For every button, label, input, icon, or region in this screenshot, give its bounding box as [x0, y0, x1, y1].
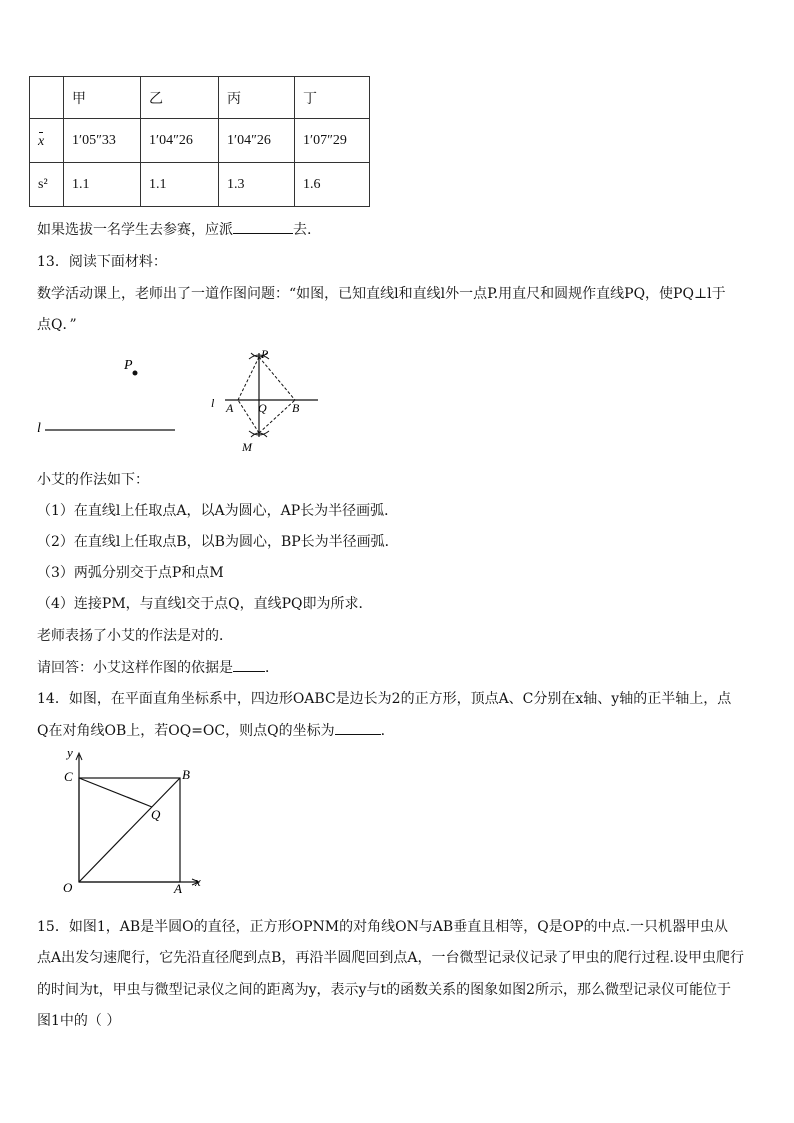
label-c: C — [64, 769, 73, 784]
label-p: P — [261, 347, 269, 361]
q14-text: Q在对角线OB上，若OQ=OC，则点Q的坐标为 — [37, 723, 335, 739]
q15-line: 的时间为t，甲虫与微型记录仪之间的距离为y，表示y与t的函数关系的图象如图2所示，那么微型记录仪可能位于 — [37, 982, 731, 998]
diagonal-ob — [79, 778, 180, 882]
stats-table — [29, 76, 370, 207]
label-y: y — [67, 745, 73, 760]
q14-text-end: . — [380, 723, 386, 739]
q13-figure-given — [30, 350, 190, 445]
q13-figure-construction — [205, 345, 325, 455]
answer-blank — [233, 219, 293, 234]
q14-answer-line — [37, 720, 385, 741]
table-header-cell — [30, 77, 64, 119]
label-b: B — [182, 767, 190, 782]
q14-line: 14．如图，在平面直角坐标系中，四边形OABC是边长为2的正方形，顶点A、C分别在x轴、y轴的正半轴上，点 — [37, 691, 732, 707]
q15-line: 点A出发匀速爬行，它先沿直径爬到点B，再沿半圆爬回到点A，一台微型记录仪记录了甲虫的爬行过程.设甲虫爬行 — [37, 950, 744, 966]
table-header-cell: 乙 — [141, 77, 219, 119]
table-cell: 1.1 — [64, 163, 141, 207]
table-row — [30, 119, 370, 163]
q12-answer-line — [37, 219, 311, 240]
table-cell: 1.6 — [295, 163, 370, 207]
mean-symbol: x — [38, 131, 44, 150]
variance-label-cell: s² — [30, 163, 64, 207]
q13-ask-text: 请回答：小艾这样作图的依据是 — [37, 660, 233, 676]
label-m: M — [242, 440, 252, 454]
table-cell: 1′05″33 — [64, 119, 141, 163]
label-a: A — [226, 401, 234, 415]
q15-line: 15．如图1，AB是半圆O的直径，正方形OPNM的对角线ON与AB垂直且相等，Q是OP的中点.一只机器甲虫从 — [37, 919, 729, 935]
table-cell: 1′07″29 — [295, 119, 370, 163]
mean-label-cell — [30, 119, 64, 163]
label-o: O — [63, 880, 73, 895]
line-l-label: l — [37, 421, 41, 436]
table-cell: 1.1 — [141, 163, 219, 207]
q14-figure — [55, 745, 215, 895]
segment-ma — [238, 400, 259, 433]
point-p-label: P — [124, 358, 133, 373]
table-row — [30, 163, 370, 207]
q13-intro: 13．阅读下面材料： — [37, 254, 167, 270]
answer-blank — [335, 720, 381, 735]
table-cell: 1.3 — [219, 163, 295, 207]
table-cell: 1′04″26 — [141, 119, 219, 163]
table-cell: 1′04″26 — [219, 119, 295, 163]
label-b: B — [292, 401, 300, 415]
q12-text: 如果选拔一名学生去参赛，应派 — [37, 222, 233, 238]
method-step: （3）两弧分别交于点P和点M — [37, 565, 224, 581]
label-q: Q — [258, 401, 267, 415]
q13-ask-line — [37, 657, 279, 678]
label-q: Q — [151, 807, 161, 822]
q15-line: 图1中的（ ） — [37, 1013, 121, 1029]
table-header-cell: 甲 — [64, 77, 141, 119]
table-header-cell: 丙 — [219, 77, 295, 119]
label-x: x — [195, 874, 201, 889]
q12-text-end: 去. — [293, 222, 312, 238]
method-step: （4）连接PM，与直线l交于点Q，直线PQ即为所求． — [37, 596, 373, 612]
label-l: l — [211, 396, 215, 410]
label-a: A — [174, 881, 182, 895]
praise-line: 老师表扬了小艾的作法是对的． — [37, 628, 233, 644]
segment-pb — [259, 357, 295, 400]
point-p-dot — [133, 371, 138, 376]
q13-problem-line: 数学活动课上，老师出了一道作图问题：“如图，已知直线l和直线l外一点P.用直尺和圆规作直线PQ，使PQ⊥l于 — [37, 286, 726, 302]
segment-cq — [79, 778, 152, 807]
method-title: 小艾的作法如下： — [37, 472, 149, 488]
q13-ask-end: ． — [265, 660, 279, 676]
method-step: （1）在直线l上任取点A，以A为圆心，AP长为半径画弧． — [37, 503, 399, 519]
q13-problem-line: 点Q．” — [37, 317, 77, 333]
table-header-row — [30, 77, 370, 119]
method-step: （2）在直线l上任取点B，以B为圆心，BP长为半径画弧． — [37, 534, 399, 550]
answer-blank — [233, 657, 265, 672]
segment-pa — [238, 357, 259, 400]
table-header-cell: 丁 — [295, 77, 370, 119]
